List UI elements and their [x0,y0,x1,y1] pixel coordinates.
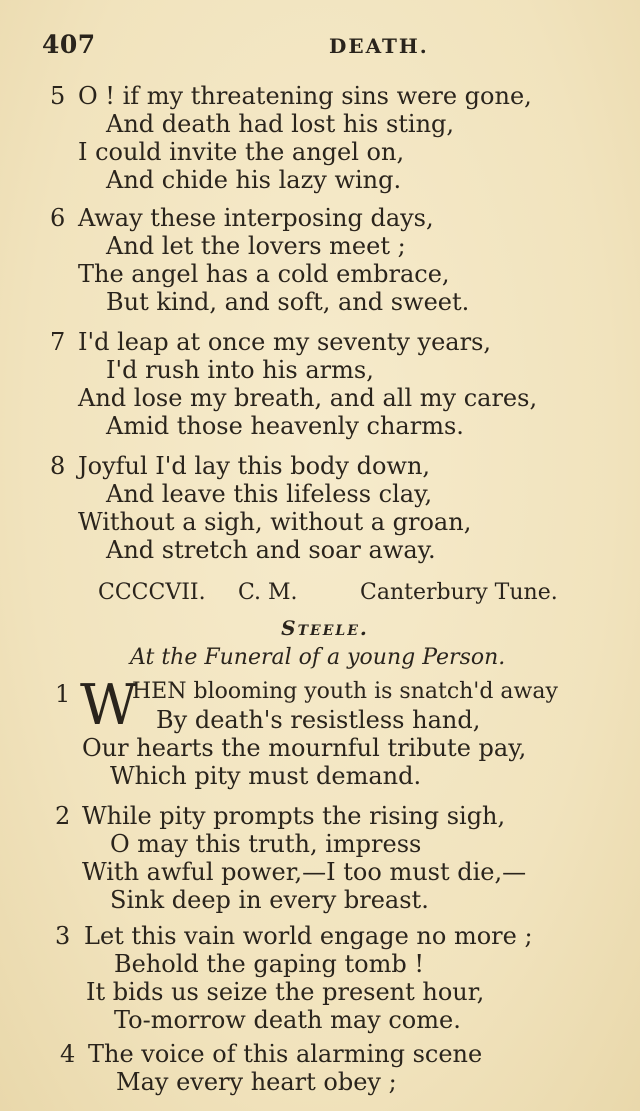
verse-line: O may this truth, impress [110,830,422,858]
verse-line: And leave this lifeless clay, [106,480,433,508]
verse-line: With awful power,—I too must die,— [82,858,527,886]
verse-line: Amid those heavenly charms. [106,412,464,440]
stanza-number: 2 [55,802,71,830]
verse-line: To-morrow death may come. [114,1006,461,1034]
verse-line: By death's resistless hand, [156,706,481,734]
running-title: DEATH. [329,34,429,58]
page-number: 407 [42,30,96,59]
verse-line: I'd leap at once my seventy years, [78,328,492,356]
stanza-number: 4 [60,1040,76,1068]
page-header [42,30,602,66]
hymn-occasion: At the Funeral of a young Person. [130,645,506,670]
verse-line: O ! if my threatening sins were gone, [78,82,532,110]
verse-line: And chide his lazy wing. [106,166,402,194]
stanza-number: 7 [50,328,66,356]
hymn-number: CCCCVII. [98,580,206,605]
verse-line: But kind, and soft, and sweet. [106,288,470,316]
verse-line: Which pity must demand. [110,762,422,790]
verse-line: I could invite the angel on, [78,138,405,166]
verse-line: And lose my breath, and all my cares, [78,384,538,412]
verse-line: Without a sigh, without a groan, [78,508,472,536]
verse-line: Away these interposing days, [78,204,434,232]
hymn-heading [98,580,588,610]
verse-line: Our hearts the mournful tribute pay, [82,734,527,762]
verse-line: And death had lost his sting, [106,110,455,138]
stanza-number: 6 [50,204,66,232]
drop-cap: W [80,673,138,738]
verse-line: The voice of this alarming scene [88,1040,483,1068]
stanza-number: 5 [50,82,66,110]
verse-line: While pity prompts the rising sigh, [82,802,506,830]
hymn-tune: Canterbury Tune. [360,580,558,605]
verse-line: And stretch and soar away. [106,536,436,564]
verse-line: Sink deep in every breast. [110,886,429,914]
verse-line: HEN blooming youth is snatch'd away [132,679,558,704]
hymn-author: Steele. [281,616,369,640]
verse-line: Behold the gaping tomb ! [114,950,424,978]
verse-line: It bids us seize the present hour, [86,978,485,1006]
verse-line: Joyful I'd lay this body down, [78,452,431,480]
verse-line: I'd rush into his arms, [106,356,374,384]
verse-line: And let the lovers meet ; [106,232,406,260]
stanza-number: 1 [55,680,71,708]
verse-line: The angel has a cold embrace, [78,260,450,288]
stanza-number: 8 [50,452,66,480]
stanza-number: 3 [55,922,71,950]
hymn-meter: C. M. [238,580,298,605]
verse-line: Let this vain world engage no more ; [84,922,533,950]
verse-line: May every heart obey ; [116,1068,397,1096]
